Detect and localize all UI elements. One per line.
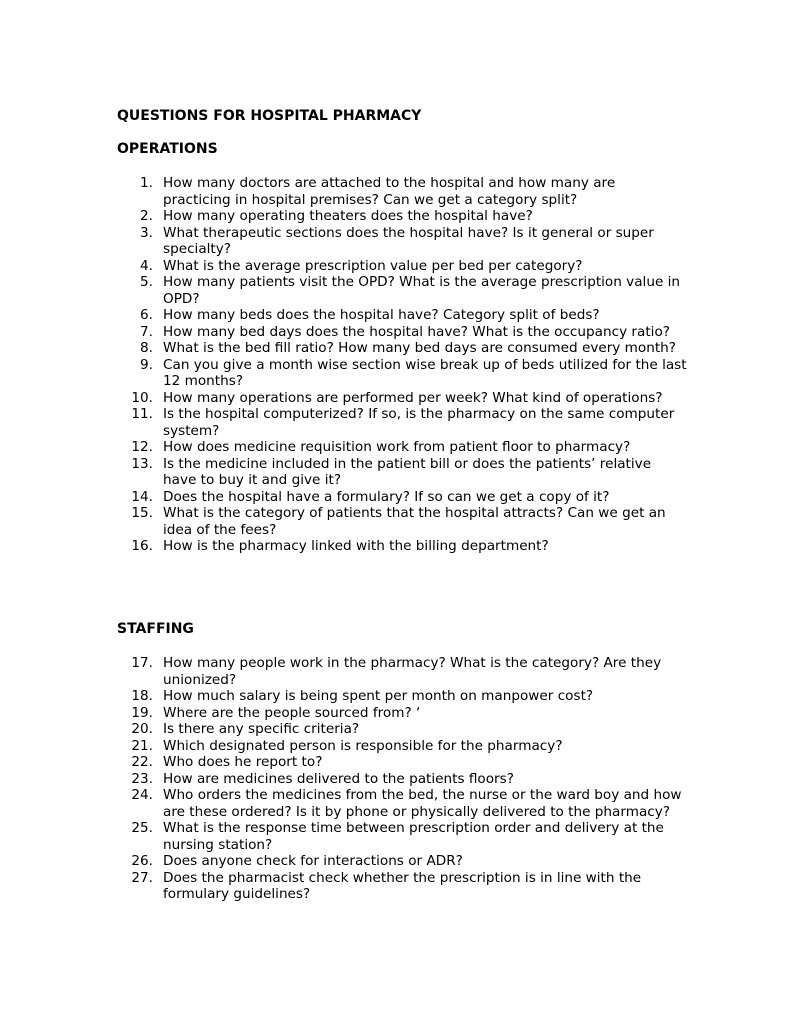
question-item [117, 870, 687, 903]
question-text: How many people work in the pharmacy? What is the category? Are they unionized? [163, 655, 662, 688]
question-item [117, 208, 687, 225]
question-item [117, 390, 687, 407]
question-text: Does anyone check for interactions or ADR? [163, 853, 463, 869]
question-item [117, 705, 687, 722]
question-text: Is the hospital computerized? If so, is the pharmacy on the same computer system? [163, 406, 675, 439]
question-number: 8. [140, 340, 153, 356]
question-number: 22. [131, 754, 153, 770]
question-item [117, 787, 687, 820]
question-item [117, 820, 687, 853]
question-text: Which designated person is responsible for the pharmacy? [163, 737, 563, 754]
question-item [117, 721, 687, 738]
question-number: 9. [140, 356, 153, 373]
question-item [117, 225, 687, 258]
question-number: 6. [140, 307, 153, 323]
question-text: How many patients visit the OPD? What is the average prescription value in OPD? [163, 274, 681, 307]
question-text: What is the bed fill ratio? How many bed days are consumed every month? [163, 340, 677, 356]
question-number: 10. [131, 389, 153, 406]
question-number: 4. [140, 257, 153, 274]
question-item [117, 175, 687, 208]
question-number: 16. [131, 538, 153, 554]
question-number: 12. [131, 439, 153, 455]
question-item [117, 439, 687, 456]
question-item [117, 853, 687, 870]
question-item [117, 489, 687, 506]
question-number: 20. [131, 721, 153, 737]
question-text: Does the hospital have a formulary? If so can we get a copy of it? [163, 488, 610, 505]
question-number: 5. [140, 274, 153, 290]
question-text: Is there any specific criteria? [163, 721, 360, 737]
question-number: 27. [131, 869, 153, 886]
question-text: Who orders the medicines from the bed, the nurse or the ward boy and how are these ordered? Is it by phone or physically delivered to the pharmacy? [163, 787, 682, 820]
operations-question-list [117, 175, 687, 555]
section-heading-operations: OPERATIONS [117, 141, 218, 157]
question-item [117, 738, 687, 755]
question-item [117, 754, 687, 771]
question-item [117, 771, 687, 788]
document-title: QUESTIONS FOR HOSPITAL PHARMACY [117, 108, 422, 124]
question-text: Is the medicine included in the patient bill or does the patients’ relative have to buy it and give it? [163, 455, 652, 488]
question-item [117, 505, 687, 538]
question-item [117, 538, 687, 555]
question-number: 1. [140, 175, 153, 191]
question-number: 13. [131, 455, 153, 472]
question-number: 15. [131, 505, 153, 521]
question-text: What is the average prescription value per bed per category? [163, 257, 583, 274]
question-number: 3. [140, 224, 153, 241]
question-number: 2. [140, 208, 153, 224]
question-text: How many beds does the hospital have? Category split of beds? [163, 307, 600, 323]
question-number: 23. [131, 770, 153, 787]
question-text: What therapeutic sections does the hospital have? Is it general or super specialty? [163, 224, 654, 257]
question-number: 11. [131, 406, 153, 422]
question-number: 17. [131, 655, 153, 671]
question-text: How many operations are performed per week? What kind of operations? [163, 389, 663, 406]
question-number: 26. [131, 853, 153, 869]
question-text: How many bed days does the hospital have? What is the occupancy ratio? [163, 323, 670, 340]
question-item [117, 258, 687, 275]
staffing-question-list [117, 655, 687, 903]
question-number: 21. [131, 737, 153, 754]
question-item [117, 274, 687, 307]
question-text: Does the pharmacist check whether the prescription is in line with the formulary guidelines? [163, 869, 642, 902]
question-text: How much salary is being spent per month on manpower cost? [163, 688, 594, 704]
question-item [117, 340, 687, 357]
question-text: What is the category of patients that the hospital attracts? Can we get an idea of the fees? [163, 505, 666, 538]
question-text: How many operating theaters does the hospital have? [163, 208, 533, 224]
question-number: 14. [131, 488, 153, 505]
question-item [117, 655, 687, 688]
section-heading-staffing: STAFFING [117, 621, 194, 637]
question-text: What is the response time between prescription order and delivery at the nursing station? [163, 820, 664, 853]
question-text: Where are the people sourced from? ‘ [163, 704, 421, 721]
question-number: 25. [131, 820, 153, 836]
question-item [117, 357, 687, 390]
question-text: How are medicines delivered to the patients floors? [163, 770, 514, 787]
question-text: Who does he report to? [163, 754, 323, 770]
question-text: How many doctors are attached to the hospital and how many are practicing in hospital premises? Can we get a category split? [163, 175, 616, 208]
question-item [117, 307, 687, 324]
question-item [117, 406, 687, 439]
question-item [117, 456, 687, 489]
question-number: 7. [140, 323, 153, 340]
question-item [117, 324, 687, 341]
question-number: 24. [131, 787, 153, 803]
question-text: How is the pharmacy linked with the billing department? [163, 538, 549, 554]
question-text: How does medicine requisition work from patient floor to pharmacy? [163, 439, 631, 455]
question-item [117, 688, 687, 705]
question-text: Can you give a month wise section wise break up of beds utilized for the last 12 months? [163, 356, 687, 389]
question-number: 18. [131, 688, 153, 704]
question-number: 19. [131, 704, 153, 721]
